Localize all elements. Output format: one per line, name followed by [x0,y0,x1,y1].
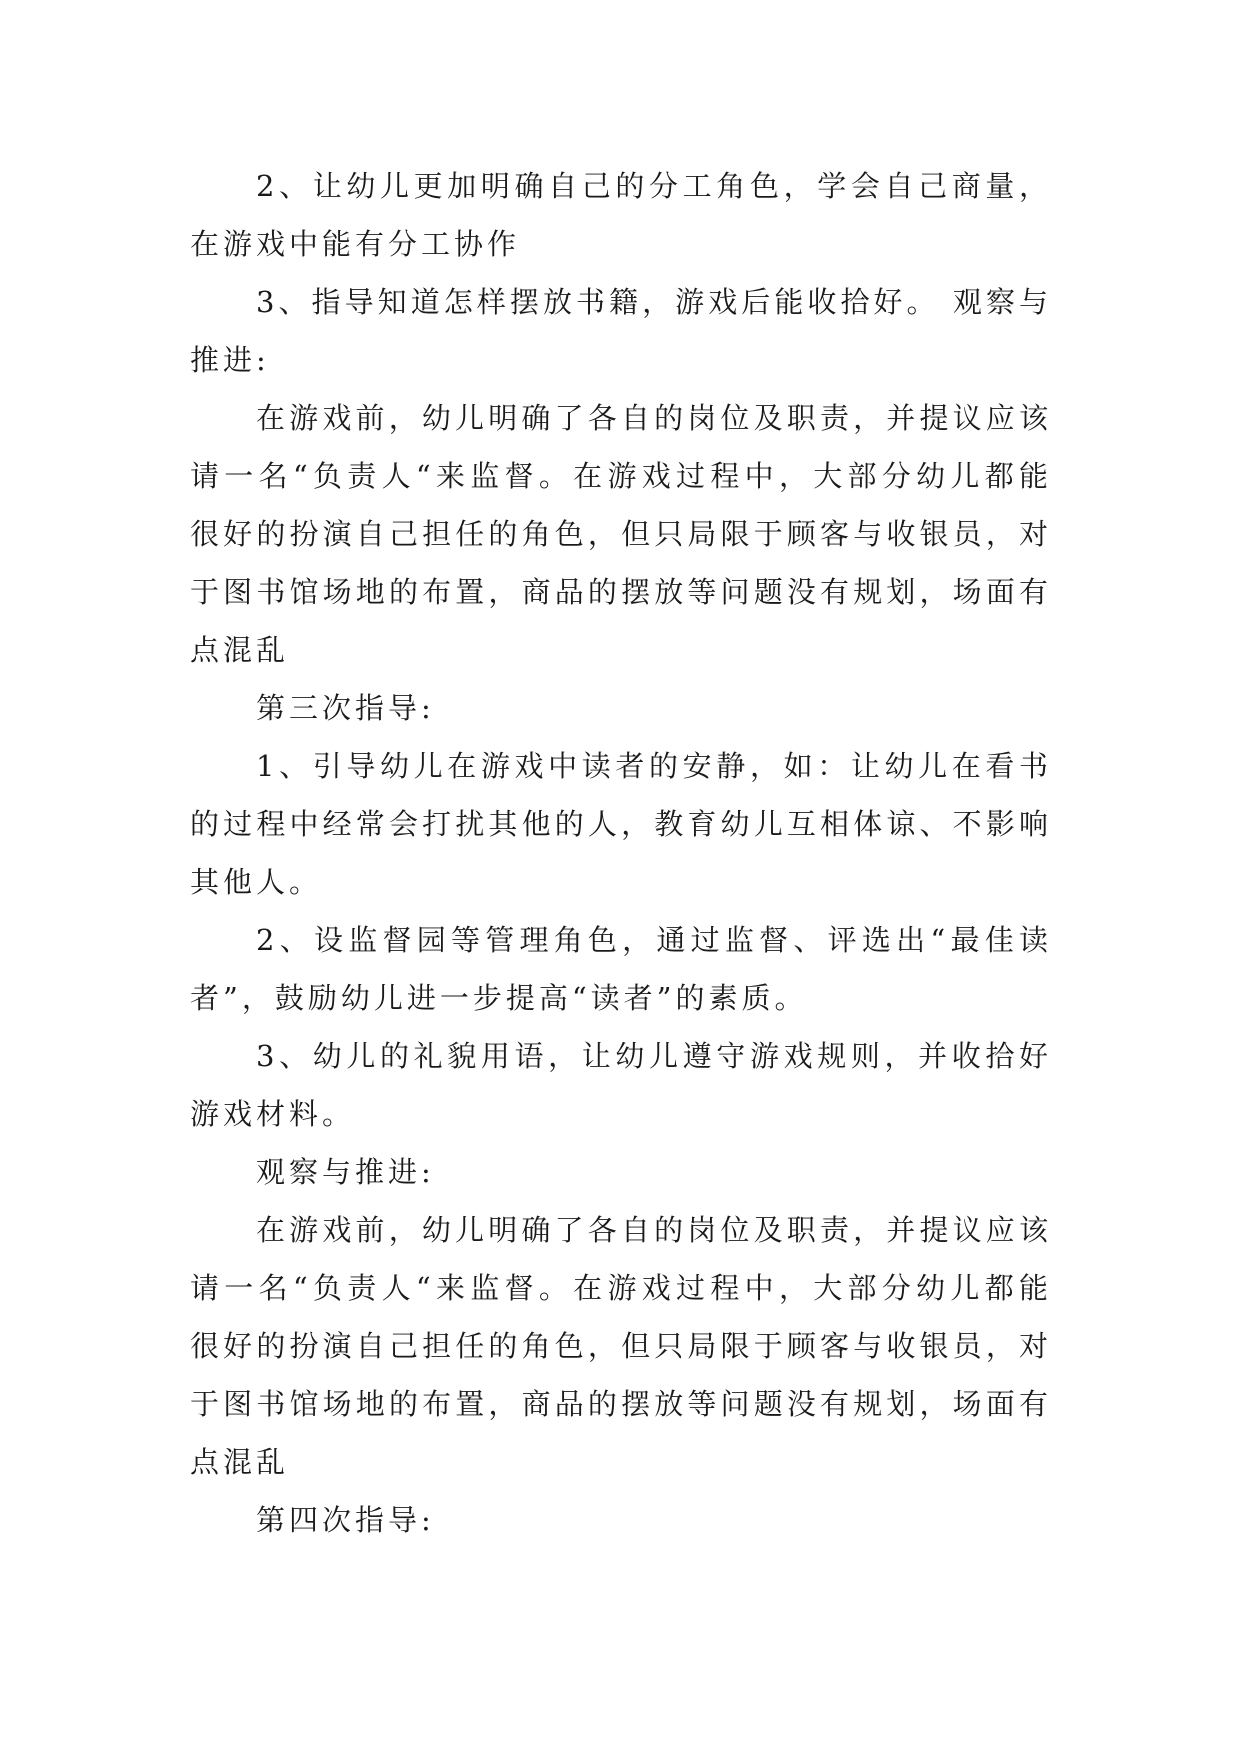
paragraph-goal-3: 3、指导知道怎样摆放书籍，游戏后能收拾好。 观察与推进: [190,285,1052,377]
paragraph-observation-2: 在游戏前，幼儿明确了各自的岗位及职责，并提议应该请一名“负责人“来监督。在游戏过程中，大部分幼儿都能很好的扮演自己担任的角色，但只局限于顾客与收银员，对于图书馆场地的布置，商品的摆放等问题没有规划，场面有点混乱 [190,1213,1052,1479]
paragraph-goal-2: 2、让幼儿更加明确自己的分工角色，学会自己商量，在游戏中能有分工协作 [190,169,1052,261]
document-body [190,157,1052,1549]
heading-observation: 观察与推进: [256,1155,435,1189]
paragraph-third-item-1: 1、引导幼儿在游戏中读者的安静，如：让幼儿在看书的过程中经常会打扰其他的人，教育幼儿互相体谅、不影响其他人。 [190,749,1052,899]
heading-third-guidance: 第三次指导: [256,691,435,725]
heading-fourth-guidance: 第四次指导: [256,1503,435,1537]
paragraph-observation-1: 在游戏前，幼儿明确了各自的岗位及职责，并提议应该请一名“负责人“来监督。在游戏过程中，大部分幼儿都能很好的扮演自己担任的角色，但只局限于顾客与收银员，对于图书馆场地的布置，商品的摆放等问题没有规划，场面有点混乱 [190,401,1052,667]
paragraph-third-item-2: 2、设监督园等管理角色，通过监督、评选出“最佳读者”，鼓励幼儿进一步提高“读者”的素质。 [190,923,1052,1015]
paragraph-third-item-3: 3、幼儿的礼貌用语，让幼儿遵守游戏规则，并收拾好游戏材料。 [190,1039,1052,1131]
